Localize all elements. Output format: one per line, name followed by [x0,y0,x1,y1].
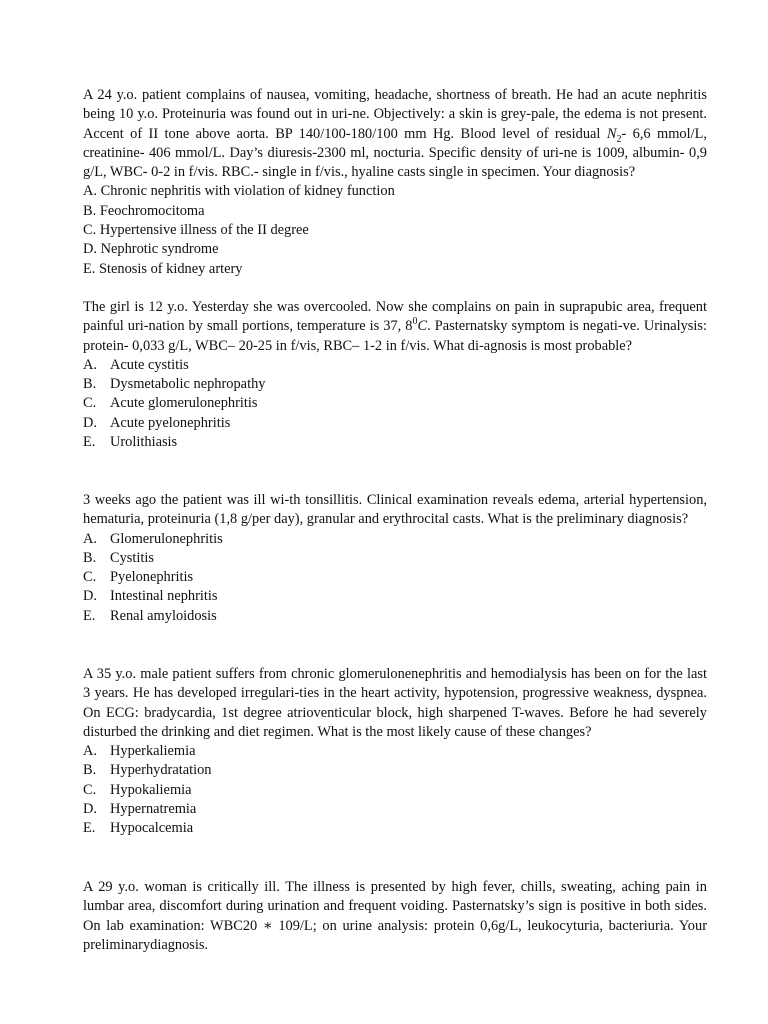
stem-text: A 24 y.o. patient complains of nausea, vomiting, headache, shortness of breath. He had an acute nephritis being 10 y.o. Proteinuria was found out in uri-ne. Objectively: a skin is grey-pale, the edema is not present. Accent of II tone above aorta. BP 140/100-180/100 mm Hg. Blood level of residual [83,87,707,142]
answer-option[interactable] [83,568,707,587]
option-text: Nephrotic syndrome [100,241,219,258]
option-text: Chronic nephritis with violation of kidney function [100,183,395,200]
answer-option[interactable] [83,530,707,549]
option-letter: E. [83,260,96,277]
option-text: Cystitis [110,549,154,566]
option-letter: B. [83,202,97,219]
answer-option[interactable] [83,240,707,259]
option-text: Hyperkaliemia [110,743,196,760]
question-1 [83,86,707,279]
option-letter: A. [83,356,97,373]
answer-option[interactable] [83,587,707,606]
question-2 [83,298,707,452]
option-letter: A. [83,530,97,547]
option-letter: B. [83,762,97,779]
answer-option[interactable] [83,800,707,819]
question-stem: A 29 y.o. woman is critically ill. The illness is presented by high fever, chills, sweating, aching pain in lumbar area, discomfort during urination and frequent voiding. Pasternatsky’s sign is positive in both sides. On lab examination: WBC20 ∗ 109/L; on urine analysis: protein 0,6g/L, leukocyturia, bacteriuria. Your preliminarydiagnosis. [83,879,707,953]
option-text: Dysmetabolic nephropathy [110,376,266,393]
option-letter: A. [83,183,97,200]
option-letter: D. [83,414,97,431]
answer-option[interactable] [83,549,707,568]
answer-option[interactable] [83,414,707,433]
option-text: Intestinal nephritis [110,588,218,605]
option-letter: B. [83,376,97,393]
answer-option[interactable] [83,781,707,800]
question-stem: A 35 y.o. male patient suffers from chronic glomerulonenephritis and hemodialysis has been on for the last 3 years. He has developed irregulari-ties in the heart activity, hypotension, progressive weakness, dyspnea. On ECG: bradycardia, 1st degree atrioventicular block, high sharpened T-waves. Before he had severely disturbed the drinking and diet regimen. What is the most likely cause of these changes? [83,666,707,740]
answer-option[interactable] [83,742,707,761]
answer-option[interactable] [83,182,707,201]
nitrogen-symbol: N [606,125,617,142]
answer-option[interactable] [83,260,707,279]
answer-options [83,356,707,452]
stem-text: The girl is 12 y.o. Yesterday she was overcooled. Now she complains on pain in suprapubic area, frequent painful uri-nation by small portions, temperature is 37, 8 [83,299,707,335]
question-stem [83,298,707,356]
option-letter: B. [83,549,97,566]
option-letter: C. [83,395,97,412]
question-3 [83,491,707,626]
answer-options [83,182,707,278]
option-text: Acute cystitis [110,356,189,373]
option-text: Hypernatremia [110,801,197,818]
option-letter: E. [83,820,96,837]
option-text: Acute pyelonephritis [110,414,231,431]
option-text: Urolithiasis [110,434,178,451]
option-letter: A. [83,743,97,760]
answer-option[interactable] [83,819,707,838]
option-letter: C. [83,569,97,586]
option-text: Hyperhydratation [110,762,212,779]
option-letter: D. [83,588,97,605]
option-text: Hypertensive illness of the II degree [99,222,309,239]
option-text: Hypokaliemia [110,781,192,798]
option-letter: E. [83,434,96,451]
option-letter: C. [83,222,97,239]
option-text: Hypocalcemia [110,820,194,837]
answer-options [83,742,707,838]
option-text: Pyelonephritis [110,569,194,586]
question-stem: 3 weeks ago the patient was ill wi-th tonsillitis. Clinical examination reveals edema, arterial hypertension, hematuria, proteinuria (1,8 g/per day), granular and erythrocital casts. What is the preliminary diagnosis? [83,492,707,528]
option-letter: D. [83,241,97,258]
option-text: Acute glomerulonephritis [110,395,258,412]
option-text: Renal amyloidosis [110,607,217,624]
celsius-unit: C [417,318,428,335]
answer-option[interactable] [83,607,707,626]
answer-option[interactable] [83,356,707,375]
question-stem [83,86,707,182]
option-text: Glomerulonephritis [110,530,223,547]
option-text: Stenosis of kidney artery [99,260,243,277]
superscript: 0 [412,316,418,328]
question-5 [83,878,707,955]
option-letter: D. [83,801,97,818]
option-letter: E. [83,607,96,624]
answer-option[interactable] [83,375,707,394]
stem-text: - 6,6 mmol/L, creatinine- 406 mmol/L. Day’s diuresis-2300 ml, nocturia. Specific density of uri-ne is 1009, albumin- 0,9 g/L, WBC- 0-2 in f/vis. RBC.- single in f/vis., hyaline casts single in specimen. Your diagnosis? [83,125,707,181]
answer-option[interactable] [83,761,707,780]
answer-option[interactable] [83,433,707,452]
option-text: Feochromocitoma [99,202,205,219]
answer-option[interactable] [83,394,707,413]
question-4 [83,665,707,839]
subscript: 2 [616,133,622,145]
answer-option[interactable] [83,221,707,240]
option-letter: C. [83,781,97,798]
stem-text: . Pasternatsky symptom is negati-ve. Urinalysis: protein- 0,033 g/L, WBC– 20-25 in f/vis, RBC– 1-2 in f/vis. What di-agnosis is most probable? [83,318,707,354]
answer-options [83,530,707,626]
answer-option[interactable] [83,202,707,221]
